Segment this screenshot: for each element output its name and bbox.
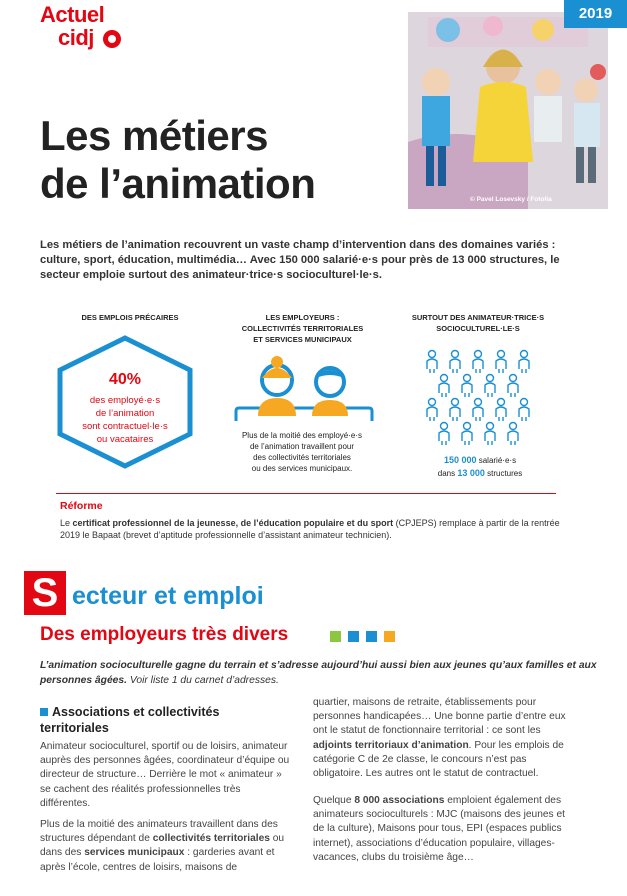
p4-a: Quelque — [313, 795, 355, 806]
animators-heading-2: SOCIOCULTUREL·LE·S — [436, 324, 520, 333]
employee-count: 150 000 — [443, 455, 477, 465]
person-icon — [485, 423, 495, 446]
structures-label: structures — [487, 469, 523, 478]
employers-heading-2: COLLECTIVITÉS TERRITORIALES — [241, 324, 364, 333]
reform-divider — [56, 493, 556, 494]
person-icon — [473, 351, 483, 374]
p3-b: adjoints territoriaux d’animation — [313, 739, 469, 751]
person-icon — [508, 375, 518, 398]
assoc-paragraph-4 — [313, 794, 568, 865]
person-icon — [462, 375, 472, 398]
employers-line-3: des collectivités territoriales — [253, 453, 351, 462]
employers-heading-1: LES EMPLOYEURS : — [265, 313, 340, 322]
person-icon — [450, 399, 460, 422]
employers-line-4: ou des services municipaux. — [251, 464, 353, 473]
assoc-paragraph-1: Animateur socioculturel, sportif ou de loisirs, animateur auprès des personnes âgées, coordinateur d’équipe ou directeur de structure… Derrière le mot « animateur » se cachent des réalités professionnelles très différentes. — [40, 741, 290, 809]
p2-a: Plus de la moitié des animateurs travaillent dans des structures dépendant de — [40, 819, 278, 845]
p2-e: : garderies avant et après l’école, centres de loisirs, maisons de — [40, 847, 275, 873]
reform-bold: certificat professionnel de la jeunesse, de l’éducation populaire et du sport — [72, 518, 394, 528]
section-initial: S — [24, 571, 66, 615]
lead-paragraph — [40, 659, 600, 688]
person-icon — [462, 423, 472, 446]
precarious-text — [60, 394, 190, 446]
structures-prefix: dans — [437, 469, 456, 478]
employee-label: salarié·e·s — [478, 456, 517, 465]
person-icon — [496, 351, 506, 374]
person-icon — [473, 399, 483, 422]
two-people-icon — [234, 356, 374, 422]
employers-text — [232, 430, 372, 474]
section-subtitle: Des employeurs très divers — [40, 624, 289, 645]
p2-b: collectivités territoriales — [152, 833, 270, 845]
year-badge: 2019 — [564, 0, 627, 28]
logo-actuel: Actuel — [40, 2, 105, 27]
assoc-heading-2: territoriales — [40, 721, 109, 735]
assoc-heading — [40, 704, 280, 736]
person-icon — [485, 375, 495, 398]
reform-text — [60, 517, 580, 541]
person-icon — [508, 423, 518, 446]
animators-heading — [398, 312, 558, 334]
people-grid-icon — [420, 348, 540, 448]
color-square-2 — [348, 631, 359, 642]
assoc-heading-1: Associations et collectivités — [52, 705, 220, 719]
p3-a: quartier, maisons de retraite, établissements pour personnes handicapées… Une bonne partie d’entre eux ont le statut de fonctionnaire territorial : ce sont les — [313, 697, 566, 737]
precarious-line-1: des employé·e·s — [89, 395, 161, 406]
person-icon — [496, 399, 506, 422]
assoc-paragraph-3 — [313, 696, 568, 781]
precarious-line-3: sont contractuel·le·s — [82, 421, 168, 432]
reform-heading: Réforme — [60, 500, 103, 512]
person-icon — [439, 375, 449, 398]
animators-stat — [420, 454, 540, 480]
color-square-3 — [366, 631, 377, 642]
precarious-line-4: ou vacataires — [96, 434, 154, 445]
employers-heading-3: ET SERVICES MUNICIPAUX — [253, 335, 352, 344]
section-title: ecteur et emploi — [72, 582, 264, 610]
title-line-2: de l’animation — [40, 160, 316, 207]
precarious-percent: 40% — [108, 371, 142, 388]
cover-photo — [408, 12, 608, 209]
title-line-1: Les métiers — [40, 112, 268, 159]
person-icon — [519, 399, 529, 422]
assoc-paragraph-2 — [40, 818, 292, 875]
animators-heading-1: SURTOUT DES ANIMATEUR·TRICE·S — [411, 313, 545, 322]
children-party-illustration — [408, 12, 608, 209]
reform-pre: Le — [60, 518, 73, 528]
person-icon — [439, 423, 449, 446]
person-icon — [427, 351, 437, 374]
precarious-line-2: de l’animation — [95, 408, 155, 419]
intro-paragraph: Les métiers de l’animation recouvrent un vaste champ d’intervention dans des domaines variés : culture, sport, éducation, multimédia… Avec 150 000 salarié·e·s pour près de 13 000 structures, le secteur emploie surtout des animateur·trice·s socioculturel·le·s. — [40, 239, 560, 281]
color-square-4 — [384, 631, 395, 642]
logo-camera-icon — [103, 30, 121, 48]
employers-heading — [225, 312, 380, 345]
lead-tail: Voir liste 1 du carnet d’adresses. — [129, 674, 279, 686]
person-icon — [450, 351, 460, 374]
reform-post: (CPJEPS) remplace à partir de la rentrée 2019 le Bapaat (brevet d’aptitude professionnelle d’assistant animateur technicien). — [60, 518, 560, 540]
p2-d: services municipaux — [84, 847, 185, 859]
color-square-1 — [330, 631, 341, 642]
person-icon — [427, 399, 437, 422]
photo-credit: © Pavel Losevsky / Fotolia — [470, 196, 552, 203]
employers-line-2: de l’animation travaillent pour — [249, 442, 355, 451]
precarious-heading: DES EMPLOIS PRÉCAIRES — [81, 313, 179, 322]
structures-count: 13 000 — [457, 468, 485, 478]
person-icon — [519, 351, 529, 374]
p3-c: . Pour les emplois de catégorie C de 2e classe, le concours n’est pas obligatoire. Les autres ont le statut de contractuel. — [313, 739, 564, 780]
page-title — [40, 112, 315, 208]
employers-line-1: Plus de la moitié des employé·e·s — [241, 431, 363, 440]
logo-cidj: cidj — [58, 25, 94, 50]
lead-italic: L’animation socioculturelle gagne du terrain et s’adresse aujourd’hui aussi bien aux jeunes qu’aux familles et aux personnes âgées. — [40, 660, 597, 686]
p2-c: ou dans des — [40, 833, 285, 859]
p4-b: 8 000 associations — [354, 795, 445, 806]
p4-c: emploient également des animateurs socioculturels : MJC (maisons des jeunes et de la culture), Maisons pour tous, EPI (espaces publics internet), associations d’éducation populaire, villages-vacances, clubs du troisième âge… — [313, 795, 565, 863]
